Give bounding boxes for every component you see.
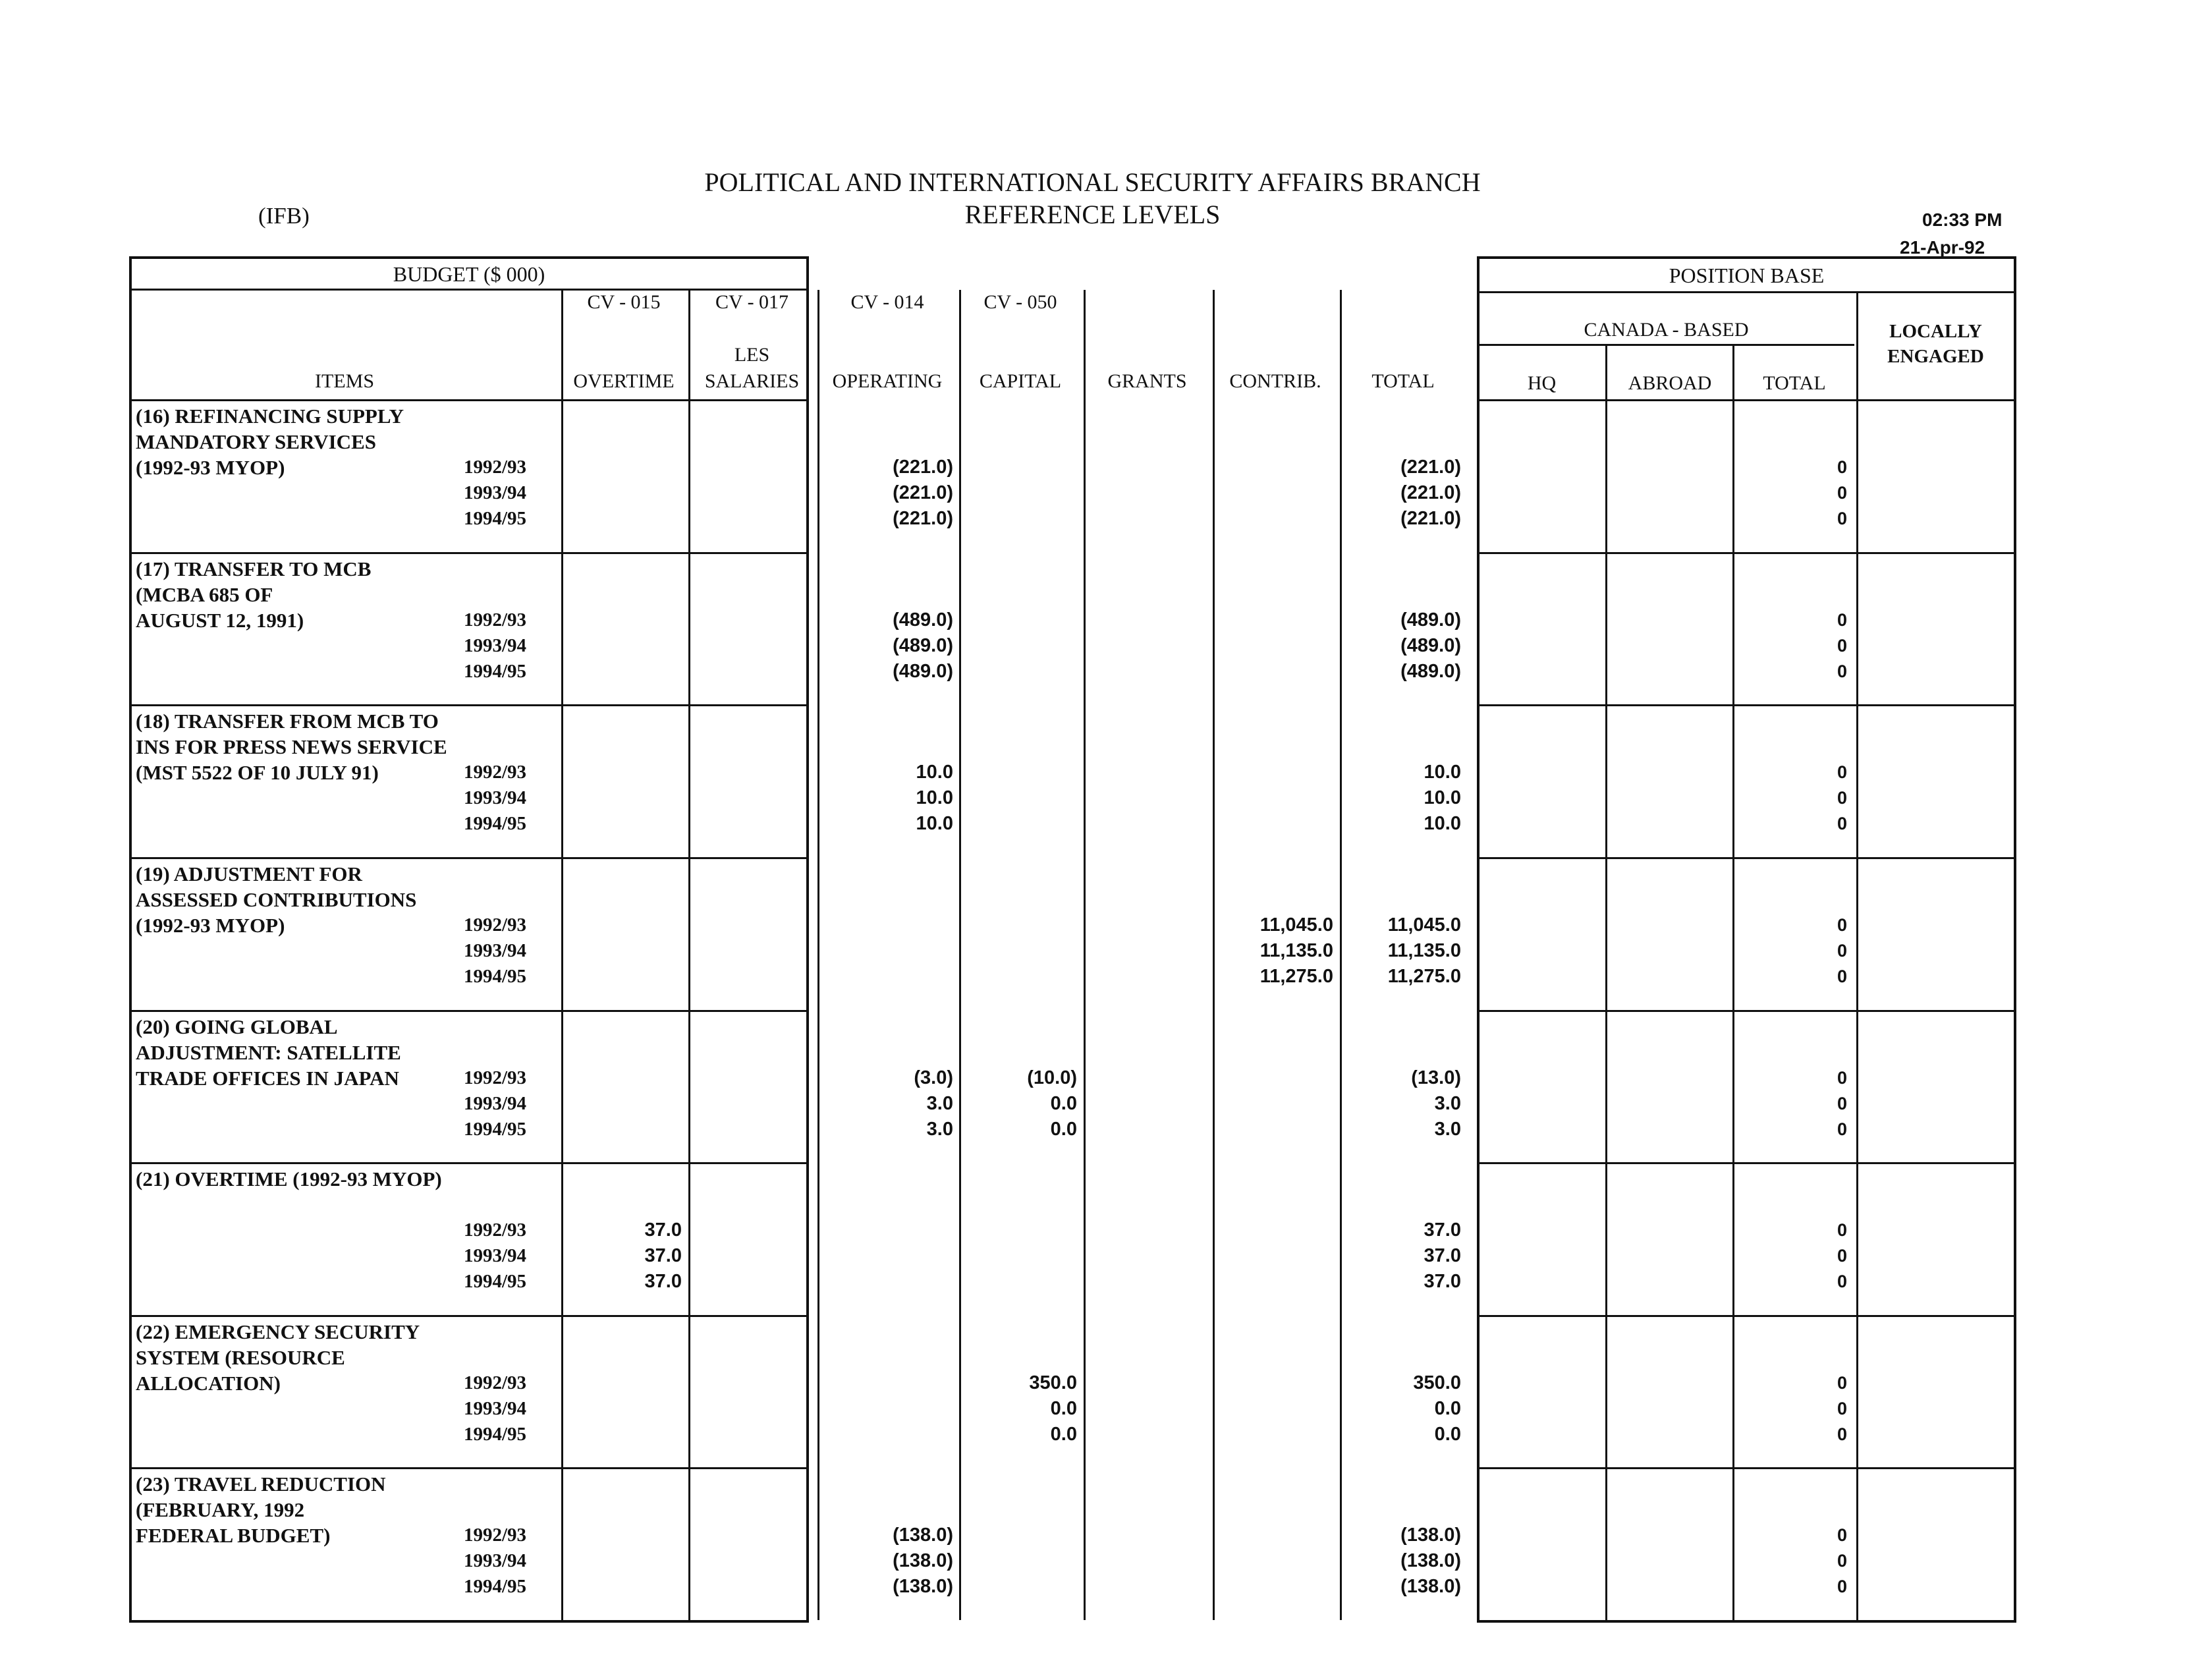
item-title-line: (18) TRANSFER FROM MCB TO (136, 710, 439, 733)
col-header-operating: OPERATING (832, 370, 943, 392)
cell-position-total: 0 (1837, 1220, 1847, 1240)
position-row-rule (1478, 1467, 2015, 1469)
position-row-rule (1478, 1315, 2015, 1317)
year-label: 1992/93 (464, 1372, 527, 1393)
cell-position-total: 0 (1837, 636, 1847, 656)
cell-operating: (221.0) (893, 508, 953, 529)
cell-position-total: 0 (1837, 788, 1847, 808)
position-group-label: POSITION BASE (1669, 264, 1825, 287)
position-col-rule (1605, 345, 1607, 1620)
cell-operating: (138.0) (893, 1576, 953, 1597)
budget-group-rule (130, 289, 808, 291)
cell-total: (13.0) (1411, 1067, 1461, 1088)
year-label: 1994/95 (464, 1424, 527, 1445)
budget-row-rule (130, 1467, 808, 1469)
cell-total: (138.0) (1400, 1550, 1461, 1571)
cell-position-total: 0 (1837, 966, 1847, 986)
position-row-rule (1478, 552, 2015, 554)
cell-operating: (138.0) (893, 1550, 953, 1571)
col-code-salaries: CV - 017 (715, 291, 789, 313)
cell-position-total: 0 (1837, 610, 1847, 630)
cell-total: 0.0 (1434, 1424, 1461, 1445)
cell-total: 3.0 (1434, 1119, 1461, 1140)
cell-position-total: 0 (1837, 661, 1847, 681)
cell-position-total: 0 (1837, 1246, 1847, 1266)
col-header-position-total: TOTAL (1763, 372, 1826, 394)
cell-overtime: 37.0 (644, 1219, 682, 1241)
cell-position-total: 0 (1837, 1424, 1847, 1444)
cell-overtime: 37.0 (644, 1271, 682, 1292)
budget-col-rule (1084, 290, 1086, 1620)
cell-capital: 0.0 (1050, 1093, 1077, 1114)
cell-total: (489.0) (1400, 609, 1461, 630)
position-col-rule (1732, 345, 1734, 1620)
col-header-grants: GRANTS (1107, 370, 1187, 392)
year-label: 1993/94 (464, 635, 527, 656)
cell-total: 3.0 (1434, 1093, 1461, 1114)
year-label: 1994/95 (464, 1119, 527, 1140)
canada-based-label: CANADA - BASED (1584, 319, 1749, 341)
branch-code: (IFB) (258, 203, 310, 229)
item-title-line: (1992-93 MYOP) (136, 456, 285, 479)
item-title-line: INS FOR PRESS NEWS SERVICE (136, 735, 447, 758)
cell-position-total: 0 (1837, 1525, 1847, 1545)
cell-contrib: 11,275.0 (1259, 966, 1333, 987)
year-label: 1992/93 (464, 914, 527, 936)
cell-position-total: 0 (1837, 1551, 1847, 1571)
locally-engaged-label (1856, 319, 2015, 369)
cell-operating: 10.0 (916, 813, 953, 834)
item-title-line: (MCBA 685 OF (136, 583, 273, 606)
page-subtitle: REFERENCE LEVELS (964, 200, 1221, 229)
position-row-rule (1478, 1162, 2015, 1164)
position-row-rule (1478, 704, 2015, 706)
col-header-total: TOTAL (1371, 370, 1435, 392)
item-title-line: MANDATORY SERVICES (136, 430, 376, 453)
cell-position-total: 0 (1837, 941, 1847, 961)
cell-capital: (10.0) (1027, 1067, 1077, 1088)
item-title-line: (22) EMERGENCY SECURITY (136, 1320, 420, 1343)
col-code-overtime: CV - 015 (587, 291, 661, 313)
items-header: ITEMS (315, 370, 374, 392)
year-label: 1994/95 (464, 508, 527, 529)
year-label: 1993/94 (464, 1398, 527, 1419)
cell-position-total: 0 (1837, 1399, 1847, 1418)
cell-operating: (221.0) (893, 457, 953, 478)
cell-operating: 3.0 (926, 1093, 953, 1114)
year-label: 1992/93 (464, 762, 527, 783)
cell-total: 10.0 (1424, 813, 1461, 834)
cell-total: 10.0 (1424, 787, 1461, 808)
cell-total: 37.0 (1424, 1219, 1461, 1241)
item-title-line: (23) TRAVEL REDUCTION (136, 1472, 386, 1496)
col-header-overtime: OVERTIME (573, 370, 675, 392)
year-label: 1993/94 (464, 1550, 527, 1571)
cell-operating: 10.0 (916, 762, 953, 783)
item-title-line: SYSTEM (RESOURCE (136, 1346, 345, 1369)
year-label: 1994/95 (464, 1576, 527, 1597)
year-label: 1994/95 (464, 661, 527, 682)
year-label: 1993/94 (464, 787, 527, 808)
cell-operating: (489.0) (893, 661, 953, 682)
cell-total: (489.0) (1400, 635, 1461, 656)
cell-total: (138.0) (1400, 1576, 1461, 1597)
item-title-line: AUGUST 12, 1991) (136, 609, 304, 632)
cell-total: (221.0) (1400, 482, 1461, 503)
cell-total: 37.0 (1424, 1245, 1461, 1266)
budget-row-rule (130, 552, 808, 554)
cell-capital: 0.0 (1050, 1424, 1077, 1445)
cell-capital: 0.0 (1050, 1119, 1077, 1140)
budget-col-rule (688, 290, 690, 1620)
cell-position-total: 0 (1837, 457, 1847, 477)
year-label: 1994/95 (464, 813, 527, 834)
item-title-line: (MST 5522 OF 10 JULY 91) (136, 761, 379, 784)
item-title-line: (16) REFINANCING SUPPLY (136, 405, 404, 428)
budget-group-label: BUDGET ($ 000) (393, 262, 545, 286)
item-title-line: (20) GOING GLOBAL (136, 1015, 338, 1038)
budget-row-rule (130, 704, 808, 706)
budget-row-rule (130, 1315, 808, 1317)
item-title-line: (17) TRANSFER TO MCB (136, 557, 372, 580)
cell-total: 10.0 (1424, 762, 1461, 783)
cell-total: 11,045.0 (1387, 914, 1461, 936)
cell-position-total: 0 (1837, 814, 1847, 833)
cell-total: (489.0) (1400, 661, 1461, 682)
locally-engaged-text: LOCALLY ENGAGED (1887, 321, 1984, 367)
year-label: 1993/94 (464, 482, 527, 503)
year-label: 1994/95 (464, 1271, 527, 1292)
cell-total: 37.0 (1424, 1271, 1461, 1292)
cell-total: (138.0) (1400, 1525, 1461, 1546)
cell-operating: (3.0) (914, 1067, 953, 1088)
position-table (1477, 256, 2016, 1623)
item-title-line: (1992-93 MYOP) (136, 914, 285, 937)
col-header-salaries: SALARIES (704, 370, 800, 392)
budget-row-rule (130, 1010, 808, 1012)
position-row-rule (1478, 1010, 2015, 1012)
col-header-capital: CAPITAL (979, 370, 1062, 392)
print-date: 21-Apr-92 (1900, 237, 1985, 258)
cell-position-total: 0 (1837, 509, 1847, 528)
col-header-abroad: ABROAD (1628, 372, 1712, 394)
cell-operating: 10.0 (916, 787, 953, 808)
item-title-line: ADJUSTMENT: SATELLITE (136, 1041, 401, 1064)
cell-position-total: 0 (1837, 762, 1847, 782)
budget-row-rule (130, 399, 808, 401)
item-title-line: (FEBRUARY, 1992 (136, 1498, 305, 1521)
cell-operating: (138.0) (893, 1525, 953, 1546)
year-label: 1993/94 (464, 1093, 527, 1114)
position-row-rule (1478, 857, 2015, 859)
year-label: 1992/93 (464, 1067, 527, 1088)
cell-position-total: 0 (1837, 1119, 1847, 1139)
cell-position-total: 0 (1837, 1373, 1847, 1393)
year-label: 1993/94 (464, 940, 527, 961)
col-code-capital: CV - 050 (983, 291, 1057, 313)
item-title-line: TRADE OFFICES IN JAPAN (136, 1067, 399, 1090)
cell-contrib: 11,135.0 (1259, 940, 1333, 961)
print-time: 02:33 PM (1922, 210, 2003, 230)
cell-total: (221.0) (1400, 457, 1461, 478)
cell-position-total: 0 (1837, 1094, 1847, 1113)
page-title: POLITICAL AND INTERNATIONAL SECURITY AFFAIRS BRANCH (704, 167, 1481, 197)
position-row-rule (1478, 399, 2015, 401)
year-label: 1992/93 (464, 1219, 527, 1241)
cell-operating: (221.0) (893, 482, 953, 503)
cell-capital: 0.0 (1050, 1398, 1077, 1419)
col-code-operating: CV - 014 (850, 291, 924, 313)
col-header-contrib: CONTRIB. (1229, 370, 1321, 392)
position-col-rule (1856, 293, 1858, 1620)
item-title-line: (21) OVERTIME (1992-93 MYOP) (136, 1167, 442, 1190)
cell-position-total: 0 (1837, 483, 1847, 503)
year-label: 1992/93 (464, 1525, 527, 1546)
cell-operating: (489.0) (893, 609, 953, 630)
cell-position-total: 0 (1837, 915, 1847, 935)
year-label: 1992/93 (464, 457, 527, 478)
cell-capital: 350.0 (1029, 1372, 1077, 1393)
cell-total: (221.0) (1400, 508, 1461, 529)
item-title-line: ALLOCATION) (136, 1372, 281, 1395)
year-label: 1994/95 (464, 966, 527, 987)
cell-total: 350.0 (1413, 1372, 1461, 1393)
budget-row-rule (130, 1162, 808, 1164)
year-label: 1993/94 (464, 1245, 527, 1266)
item-title-line: ASSESSED CONTRIBUTIONS (136, 888, 417, 911)
cell-position-total: 0 (1837, 1272, 1847, 1291)
cell-total: 11,275.0 (1387, 966, 1461, 987)
budget-row-rule (130, 857, 808, 859)
cell-position-total: 0 (1837, 1577, 1847, 1596)
position-group-rule (1478, 291, 2015, 293)
year-label: 1992/93 (464, 609, 527, 630)
item-title-line: (19) ADJUSTMENT FOR (136, 862, 362, 885)
cell-position-total: 0 (1837, 1068, 1847, 1088)
cell-contrib: 11,045.0 (1259, 914, 1333, 936)
col-sub-salaries: LES (734, 344, 770, 366)
cell-operating: 3.0 (926, 1119, 953, 1140)
cell-overtime: 37.0 (644, 1245, 682, 1266)
cell-total: 0.0 (1434, 1398, 1461, 1419)
canada-based-rule (1478, 344, 1854, 346)
cell-total: 11,135.0 (1387, 940, 1461, 961)
item-title-line: FEDERAL BUDGET) (136, 1524, 331, 1547)
col-header-hq: HQ (1527, 372, 1557, 394)
budget-col-rule (561, 290, 563, 1620)
cell-operating: (489.0) (893, 635, 953, 656)
